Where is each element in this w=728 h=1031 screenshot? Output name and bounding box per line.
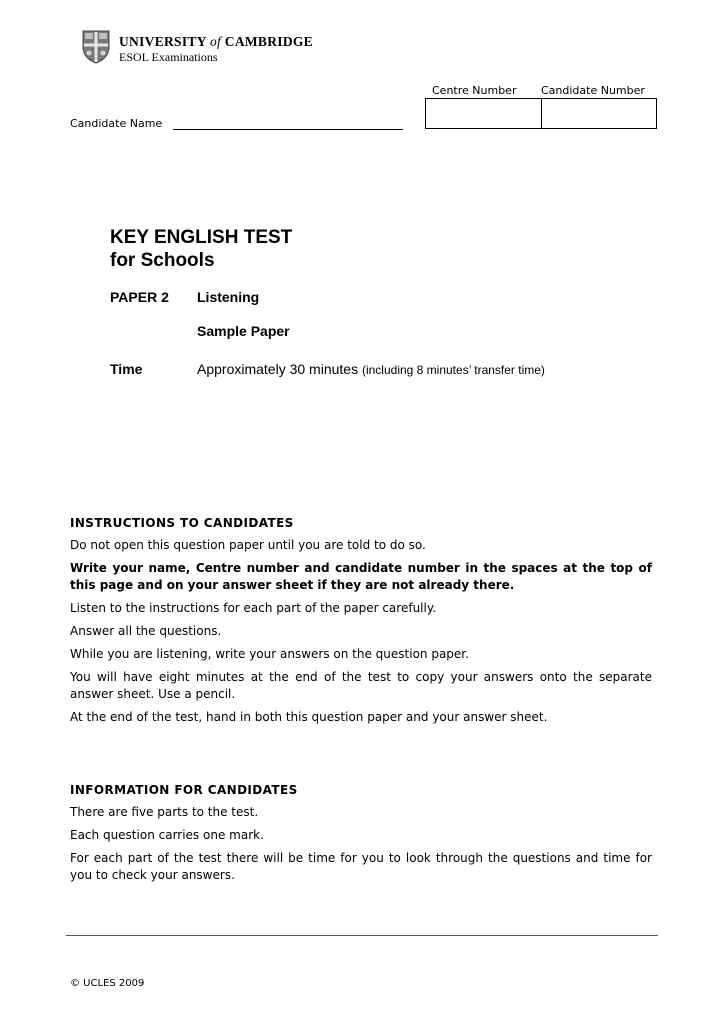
instructions-section <box>70 515 652 732</box>
test-title <box>110 226 292 272</box>
information-item: Each question carries one mark. <box>70 828 264 842</box>
instruction-item: Write your name, Centre number and candidate number in the spaces at the top of this page and on your answer sheet if they are not already there. <box>70 561 652 592</box>
information-section <box>70 782 652 890</box>
centre-number-field[interactable] <box>426 99 541 128</box>
instruction-item: Listen to the instructions for each part of the paper carefully. <box>70 601 437 615</box>
candidate-number-label: Candidate Number <box>541 84 645 97</box>
instructions-heading: INSTRUCTIONS TO CANDIDATES <box>70 516 294 530</box>
instruction-item: Answer all the questions. <box>70 624 222 638</box>
instruction-item: You will have eight minutes at the end of the test to copy your answers onto the separate answer sheet. Use a pencil. <box>70 670 652 701</box>
test-title-line2: for Schools <box>110 250 215 271</box>
instruction-item: While you are listening, write your answers on the question paper. <box>70 647 469 661</box>
esol-subtitle: ESOL Examinations <box>119 50 218 64</box>
information-item: For each part of the test there will be time for you to look through the questions and time for you to check your answers. <box>70 851 652 882</box>
candidate-number-field[interactable] <box>541 99 657 128</box>
time-value: Approximately 30 minutes (including 8 minutes’ transfer time) <box>197 361 545 377</box>
footer-divider <box>66 935 658 936</box>
test-title-line1: KEY ENGLISH TEST <box>110 227 293 248</box>
paper-label: PAPER 2 <box>110 289 169 305</box>
paper-value: Listening <box>197 289 260 305</box>
time-label: Time <box>110 361 143 377</box>
information-heading: INFORMATION FOR CANDIDATES <box>70 783 298 797</box>
candidate-name-field[interactable] <box>173 129 403 130</box>
university-shield-icon <box>82 30 110 64</box>
copyright: © UCLES 2009 <box>70 978 145 989</box>
number-boxes <box>425 98 657 129</box>
information-item: There are five parts to the test. <box>70 805 259 819</box>
sample-paper-label: Sample Paper <box>197 323 290 339</box>
candidate-name-label: Candidate Name <box>70 117 163 130</box>
centre-number-label: Centre Number <box>432 84 517 97</box>
university-name: UNIVERSITY of CAMBRIDGE <box>119 34 313 49</box>
instruction-item: At the end of the test, hand in both this question paper and your answer sheet. <box>70 710 548 724</box>
instruction-item: Do not open this question paper until you are told to do so. <box>70 538 426 552</box>
